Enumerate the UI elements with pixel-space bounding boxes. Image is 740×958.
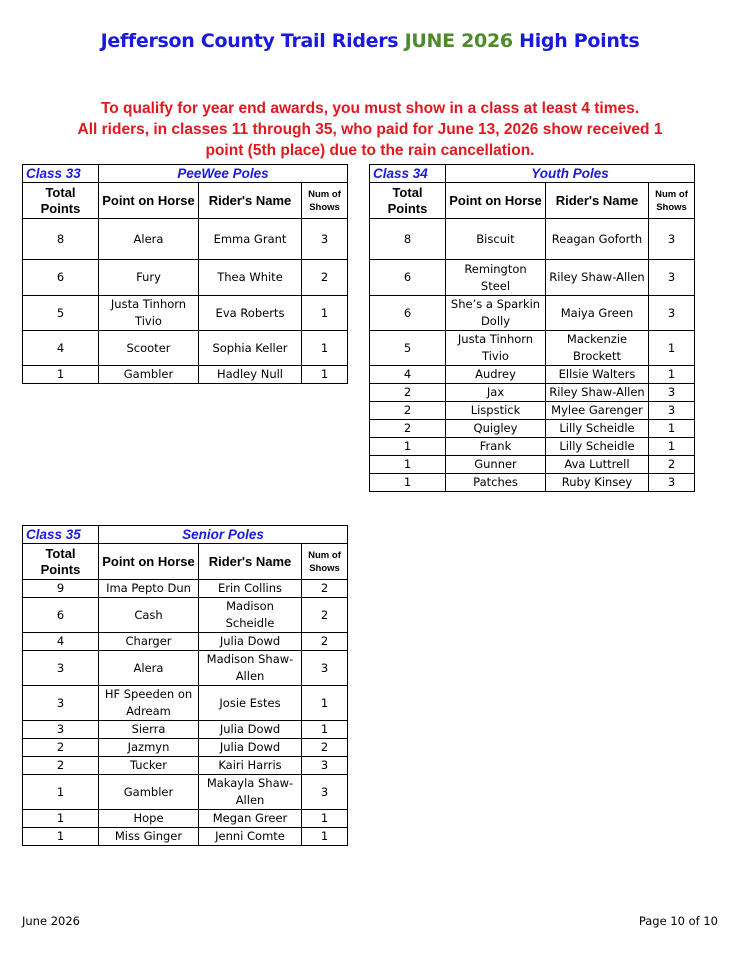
- rider-cell: Reagan Goforth: [546, 219, 649, 260]
- total-points-cell: 3: [23, 721, 99, 739]
- table-row: [370, 219, 695, 260]
- rider-cell: Riley Shaw-Allen: [546, 260, 649, 296]
- num-shows-cell: 3: [302, 651, 348, 686]
- total-points-cell: 1: [23, 810, 99, 828]
- total-points-cell: 1: [370, 474, 446, 492]
- table-row: [370, 260, 695, 296]
- rider-cell: Mylee Garenger: [546, 402, 649, 420]
- rider-cell: Makayla Shaw-Allen: [199, 775, 302, 810]
- rider-cell: Lilly Scheidle: [546, 438, 649, 456]
- col-point-on-horse: Point on Horse: [99, 183, 199, 219]
- num-shows-cell: 1: [649, 331, 695, 366]
- num-shows-cell: 3: [649, 296, 695, 331]
- table-row: [370, 420, 695, 438]
- rider-cell: Ava Luttrell: [546, 456, 649, 474]
- col-total-points: Total Points: [23, 544, 99, 580]
- total-points-cell: 2: [370, 384, 446, 402]
- horse-cell: Alera: [99, 219, 199, 260]
- total-points-cell: 9: [23, 580, 99, 598]
- num-shows-cell: 1: [649, 366, 695, 384]
- table-row: [370, 296, 695, 331]
- class-table: [369, 164, 695, 492]
- total-points-cell: 4: [23, 633, 99, 651]
- horse-cell: Ima Pepto Dun: [99, 580, 199, 598]
- table-row: [370, 402, 695, 420]
- col-total-points: Total Points: [370, 183, 446, 219]
- num-shows-cell: 2: [302, 598, 348, 633]
- horse-cell: Quigley: [446, 420, 546, 438]
- num-shows-cell: 1: [302, 721, 348, 739]
- total-points-cell: 3: [23, 651, 99, 686]
- rider-cell: Josie Estes: [199, 686, 302, 721]
- table-row: [23, 721, 348, 739]
- total-points-cell: 4: [370, 366, 446, 384]
- num-shows-cell: 1: [302, 296, 348, 331]
- table-row: [23, 219, 348, 260]
- horse-cell: Charger: [99, 633, 199, 651]
- col-num-of-shows: Num of Shows: [649, 183, 695, 219]
- column-header-row: [370, 183, 695, 219]
- class-name: Senior Poles: [99, 526, 348, 544]
- table-row: [23, 366, 348, 384]
- horse-cell: Scooter: [99, 331, 199, 366]
- horse-cell: Tucker: [99, 757, 199, 775]
- total-points-cell: 1: [23, 366, 99, 384]
- rider-cell: Maiya Green: [546, 296, 649, 331]
- page-title: [0, 30, 740, 52]
- total-points-cell: 8: [370, 219, 446, 260]
- horse-cell: Jazmyn: [99, 739, 199, 757]
- num-shows-cell: 1: [302, 331, 348, 366]
- horse-cell: Audrey: [446, 366, 546, 384]
- total-points-cell: 6: [23, 598, 99, 633]
- class-number: Class 33: [23, 165, 99, 183]
- rider-cell: Lilly Scheidle: [546, 420, 649, 438]
- num-shows-cell: 3: [302, 219, 348, 260]
- col-point-on-horse: Point on Horse: [446, 183, 546, 219]
- table-row: [23, 828, 348, 846]
- total-points-cell: 1: [370, 456, 446, 474]
- num-shows-cell: 3: [649, 260, 695, 296]
- table-row: [370, 384, 695, 402]
- total-points-cell: 6: [370, 260, 446, 296]
- rider-cell: Erin Collins: [199, 580, 302, 598]
- horse-cell: Gambler: [99, 775, 199, 810]
- horse-cell: Gambler: [99, 366, 199, 384]
- horse-cell: Justa Tinhorn Tivio: [446, 331, 546, 366]
- rider-cell: Julia Dowd: [199, 721, 302, 739]
- column-header-row: [23, 183, 348, 219]
- table-row: [23, 651, 348, 686]
- total-points-cell: 5: [23, 296, 99, 331]
- class-number: Class 34: [370, 165, 446, 183]
- rider-cell: Madison Shaw-Allen: [199, 651, 302, 686]
- title-suffix: High Points: [512, 30, 640, 52]
- table-row: [23, 296, 348, 331]
- horse-cell: Miss Ginger: [99, 828, 199, 846]
- total-points-cell: 4: [23, 331, 99, 366]
- num-shows-cell: 2: [302, 633, 348, 651]
- notice-line-2: All riders, in classes 11 through 35, who paid for June 13, 2026 show received 1: [77, 121, 663, 138]
- total-points-cell: 3: [23, 686, 99, 721]
- rider-cell: Ellsie Walters: [546, 366, 649, 384]
- total-points-cell: 1: [370, 438, 446, 456]
- num-shows-cell: 3: [649, 384, 695, 402]
- class-table: [22, 525, 348, 846]
- total-points-cell: 2: [23, 739, 99, 757]
- table-row: [370, 331, 695, 366]
- column-header-row: [23, 544, 348, 580]
- rider-cell: Emma Grant: [199, 219, 302, 260]
- horse-cell: Biscuit: [446, 219, 546, 260]
- num-shows-cell: 2: [302, 260, 348, 296]
- table-row: [23, 633, 348, 651]
- table-row: [370, 438, 695, 456]
- class-name: PeeWee Poles: [99, 165, 348, 183]
- table-row: [370, 456, 695, 474]
- horse-cell: Gunner: [446, 456, 546, 474]
- rider-cell: Sophia Keller: [199, 331, 302, 366]
- table-row: [23, 260, 348, 296]
- class-header-row: [370, 165, 695, 183]
- total-points-cell: 6: [370, 296, 446, 331]
- col-riders-name: Rider's Name: [199, 183, 302, 219]
- table-row: [23, 580, 348, 598]
- num-shows-cell: 2: [302, 580, 348, 598]
- title-text: Jefferson County Trail Riders: [100, 30, 405, 52]
- num-shows-cell: 1: [649, 420, 695, 438]
- horse-cell: Remington Steel: [446, 260, 546, 296]
- num-shows-cell: 3: [649, 219, 695, 260]
- notice-line-1: To qualify for year end awards, you must show in a class at least 4 times.: [100, 100, 640, 117]
- num-shows-cell: 2: [649, 456, 695, 474]
- table-row: [370, 474, 695, 492]
- table-row: [23, 331, 348, 366]
- total-points-cell: 8: [23, 219, 99, 260]
- total-points-cell: 1: [23, 828, 99, 846]
- rider-cell: Eva Roberts: [199, 296, 302, 331]
- num-shows-cell: 1: [302, 686, 348, 721]
- class-table: [22, 164, 348, 384]
- rider-cell: Julia Dowd: [199, 739, 302, 757]
- num-shows-cell: 2: [302, 739, 348, 757]
- total-points-cell: 6: [23, 260, 99, 296]
- class-name: Youth Poles: [446, 165, 695, 183]
- col-total-points: Total Points: [23, 183, 99, 219]
- horse-cell: Patches: [446, 474, 546, 492]
- rider-cell: Hadley Null: [199, 366, 302, 384]
- horse-cell: Lispstick: [446, 402, 546, 420]
- col-num-of-shows: Num of Shows: [302, 183, 348, 219]
- rider-cell: Riley Shaw-Allen: [546, 384, 649, 402]
- col-num-of-shows: Num of Shows: [302, 544, 348, 580]
- table-row: [23, 598, 348, 633]
- col-riders-name: Rider's Name: [199, 544, 302, 580]
- total-points-cell: 1: [23, 775, 99, 810]
- rider-cell: Kairi Harris: [199, 757, 302, 775]
- total-points-cell: 2: [370, 420, 446, 438]
- num-shows-cell: 1: [302, 810, 348, 828]
- table-row: [23, 757, 348, 775]
- rider-cell: Julia Dowd: [199, 633, 302, 651]
- rider-cell: Thea White: [199, 260, 302, 296]
- horse-cell: Justa Tinhorn Tivio: [99, 296, 199, 331]
- total-points-cell: 2: [370, 402, 446, 420]
- num-shows-cell: 1: [649, 438, 695, 456]
- footer-date: June 2026: [22, 914, 80, 928]
- col-point-on-horse: Point on Horse: [99, 544, 199, 580]
- num-shows-cell: 3: [302, 775, 348, 810]
- rider-cell: Megan Greer: [199, 810, 302, 828]
- rider-cell: Ruby Kinsey: [546, 474, 649, 492]
- class-header-row: [23, 526, 348, 544]
- horse-cell: Sierra: [99, 721, 199, 739]
- table-row: [23, 739, 348, 757]
- horse-cell: Frank: [446, 438, 546, 456]
- col-riders-name: Rider's Name: [546, 183, 649, 219]
- horse-cell: Alera: [99, 651, 199, 686]
- table-row: [23, 775, 348, 810]
- footer-page-number: Page 10 of 10: [638, 914, 718, 928]
- num-shows-cell: 3: [649, 474, 695, 492]
- total-points-cell: 5: [370, 331, 446, 366]
- qualification-notice: [20, 98, 720, 161]
- horse-cell: She’s a Sparkin Dolly: [446, 296, 546, 331]
- horse-cell: Hope: [99, 810, 199, 828]
- num-shows-cell: 3: [302, 757, 348, 775]
- num-shows-cell: 3: [649, 402, 695, 420]
- title-month: JUNE 2026: [404, 30, 513, 52]
- horse-cell: Cash: [99, 598, 199, 633]
- table-row: [370, 366, 695, 384]
- notice-line-3: point (5th place) due to the rain cancellation.: [205, 142, 535, 159]
- horse-cell: Fury: [99, 260, 199, 296]
- table-row: [23, 686, 348, 721]
- num-shows-cell: 1: [302, 366, 348, 384]
- rider-cell: Mackenzie Brockett: [546, 331, 649, 366]
- total-points-cell: 2: [23, 757, 99, 775]
- num-shows-cell: 1: [302, 828, 348, 846]
- class-header-row: [23, 165, 348, 183]
- rider-cell: Jenni Comte: [199, 828, 302, 846]
- class-number: Class 35: [23, 526, 99, 544]
- rider-cell: Madison Scheidle: [199, 598, 302, 633]
- horse-cell: Jax: [446, 384, 546, 402]
- horse-cell: HF Speeden on Adream: [99, 686, 199, 721]
- table-row: [23, 810, 348, 828]
